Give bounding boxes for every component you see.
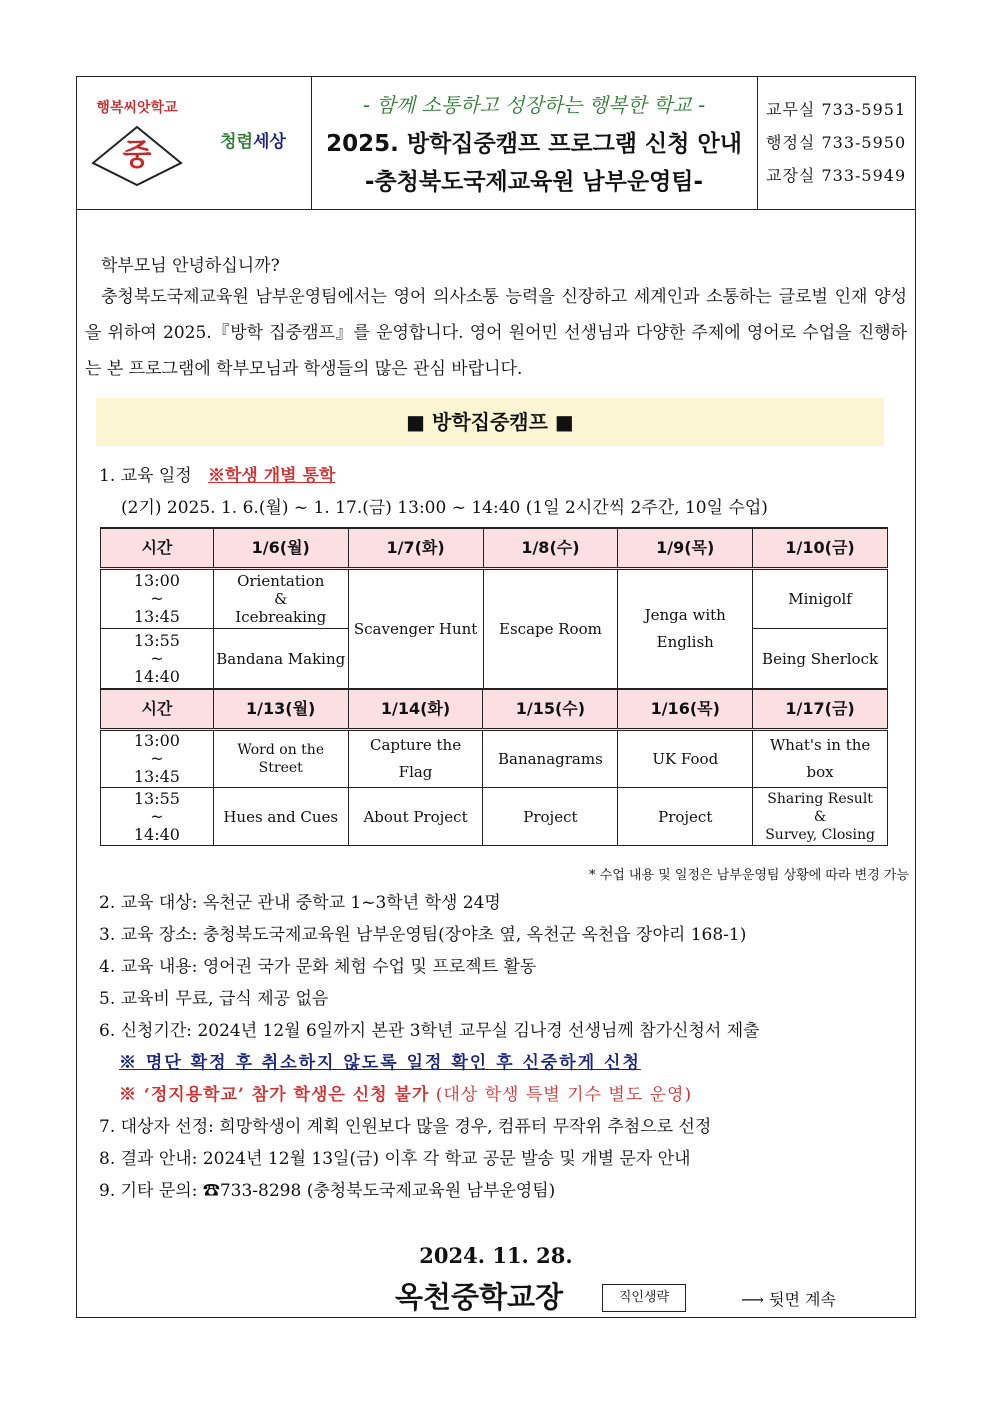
- seal-stamp: 직인생략: [602, 1284, 686, 1312]
- page-subtitle: -충청북도국제교육원 남부운영팀-: [364, 169, 704, 195]
- document-header: [77, 77, 915, 210]
- item-4: 4. 교육 내용: 영어권 국가 문화 체험 수업 및 프로젝트 활동: [99, 957, 537, 977]
- time-slot: 13:00 ~ 13:45: [101, 569, 214, 629]
- session-cell: Bananagrams: [483, 730, 618, 788]
- item-1-label: 1. 교육 일정: [99, 466, 192, 486]
- page-title: 2025. 방학집중캠프 프로그램 신청 안내: [326, 131, 742, 157]
- greeting: 학부모님 안녕하십니까?: [101, 256, 280, 276]
- session-cell: Sharing Result & Survey, Closing: [753, 788, 888, 846]
- header-day: 1/7(화): [348, 528, 483, 569]
- session-cell: Minigolf: [753, 569, 888, 629]
- time-slot: 13:55 ~ 14:40: [101, 629, 214, 689]
- header-time: 시간: [101, 689, 214, 730]
- warning-exclusion: [119, 1080, 692, 1105]
- session-cell: Project: [483, 788, 618, 846]
- header-day: 1/6(월): [213, 528, 348, 569]
- warning-exclusion-detail: (대상 학생 특별 기수 별도 운영): [429, 1085, 693, 1105]
- item-1-note: ※학생 개별 통학: [207, 466, 336, 486]
- session-cell: What's in the box: [753, 730, 888, 788]
- item-1: [99, 461, 335, 486]
- time-slot: 13:00 ~ 13:45: [101, 730, 214, 788]
- session-cell: Being Sherlock: [753, 629, 888, 689]
- session-cell: Jenga with English: [618, 569, 753, 689]
- header-day: 1/10(금): [753, 528, 888, 569]
- item-2: 2. 교육 대상: 옥천군 관내 중학교 1~3학년 학생 24명: [99, 893, 501, 913]
- header-day: 1/13(월): [213, 689, 348, 730]
- session-cell: Escape Room: [483, 569, 618, 689]
- issue-date: 2024. 11. 28.: [419, 1243, 573, 1268]
- session-cell: UK Food: [618, 730, 753, 788]
- item-5: 5. 교육비 무료, 급식 제공 없음: [99, 989, 329, 1009]
- schedule-table-week1: [100, 527, 888, 689]
- time-slot: 13:55 ~ 14:40: [101, 788, 214, 846]
- header-time: 시간: [101, 528, 214, 569]
- school-emblem-char: 중: [122, 138, 152, 173]
- header-day: 1/16(목): [618, 689, 753, 730]
- logo-area: [77, 77, 312, 209]
- clean-logo-a: 청렴: [220, 132, 253, 152]
- header-day: 1/14(화): [348, 689, 483, 730]
- session-cell: Bandana Making: [213, 629, 348, 689]
- slogan: - 함께 소통하고 성장하는 행복한 학교 -: [362, 93, 706, 117]
- phone-admin: 행정실 733-5950: [766, 133, 907, 152]
- phone-academic: 교무실 733-5951: [766, 100, 907, 119]
- schedule-note: * 수업 내용 및 일정은 남부운영팀 상황에 따라 변경 가능: [589, 868, 909, 883]
- item-3: 3. 교육 장소: 충청북도국제교육원 남부운영팀(장야초 옆, 옥천군 옥천읍 장야리 168-1): [99, 925, 747, 945]
- warning-cancel: ※ 명단 확정 후 취소하지 않도록 일정 확인 후 신중하게 신청: [119, 1053, 641, 1073]
- item-6: 6. 신청기간: 2024년 12월 6일까지 본관 3학년 교무실 김나경 선생님께 참가신청서 제출: [99, 1021, 760, 1041]
- section-banner: ■ 방학집중캠프 ■: [96, 398, 884, 446]
- session-cell: Orientation & Icebreaking: [213, 569, 348, 629]
- document-frame: [76, 76, 916, 1318]
- school-logo: [81, 97, 193, 193]
- signer: 옥천중학교장: [395, 1280, 564, 1314]
- clean-world-logo: [197, 127, 309, 152]
- clean-logo-b: 세상: [253, 132, 286, 152]
- session-cell: Capture the Flag: [348, 730, 483, 788]
- schedule-line: (2기) 2025. 1. 6.(월) ~ 1. 17.(금) 13:00 ~ 14:40 (1일 2시간씩 2주간, 10일 수업): [121, 498, 768, 518]
- continue-note: ⟶ 뒷면 계속: [741, 1290, 836, 1309]
- warning-exclusion-main: ※ ‘정지용학교’ 참가 학생은 신청 불가: [119, 1085, 430, 1105]
- session-cell: Project: [618, 788, 753, 846]
- header-day: 1/15(수): [483, 689, 618, 730]
- schedule-table-week2: [100, 688, 888, 846]
- item-7: 7. 대상자 선정: 희망학생이 계획 인원보다 많을 경우, 컴퓨터 무작위 추첨으로 선정: [99, 1117, 712, 1137]
- session-cell: Hues and Cues: [213, 788, 348, 846]
- phone-principal: 교장실 733-5949: [766, 166, 907, 185]
- session-cell: Word on the Street: [213, 730, 348, 788]
- school-logo-text: 행복씨앗학교: [96, 100, 178, 116]
- session-cell: About Project: [348, 788, 483, 846]
- session-cell: Scavenger Hunt: [348, 569, 483, 689]
- header-day: 1/17(금): [753, 689, 888, 730]
- item-8: 8. 결과 안내: 2024년 12월 13일(금) 이후 각 학교 공문 발송 및 개별 문자 안내: [99, 1149, 691, 1169]
- header-day: 1/8(수): [483, 528, 618, 569]
- title-area: [311, 77, 757, 209]
- item-9: 9. 기타 문의: ☎733-8298 (충청북도국제교육원 남부운영팀): [99, 1181, 556, 1201]
- header-day: 1/9(목): [618, 528, 753, 569]
- school-emblem-icon: [89, 123, 185, 189]
- intro-paragraph: 충청북도국제교육원 남부운영팀에서는 영어 의사소통 능력을 신장하고 세계인과 소통하는 글로벌 인재 양성을 위하여 2025.『방학 집중캠프』를 운영합니다. 영어 원어민 선생님과 다양한 주제에 영어로 수업을 진행하는 본 프로그램에 학부모님과 학생들의 많은 관심 바랍니다.: [85, 287, 907, 379]
- phone-list: [757, 77, 916, 209]
